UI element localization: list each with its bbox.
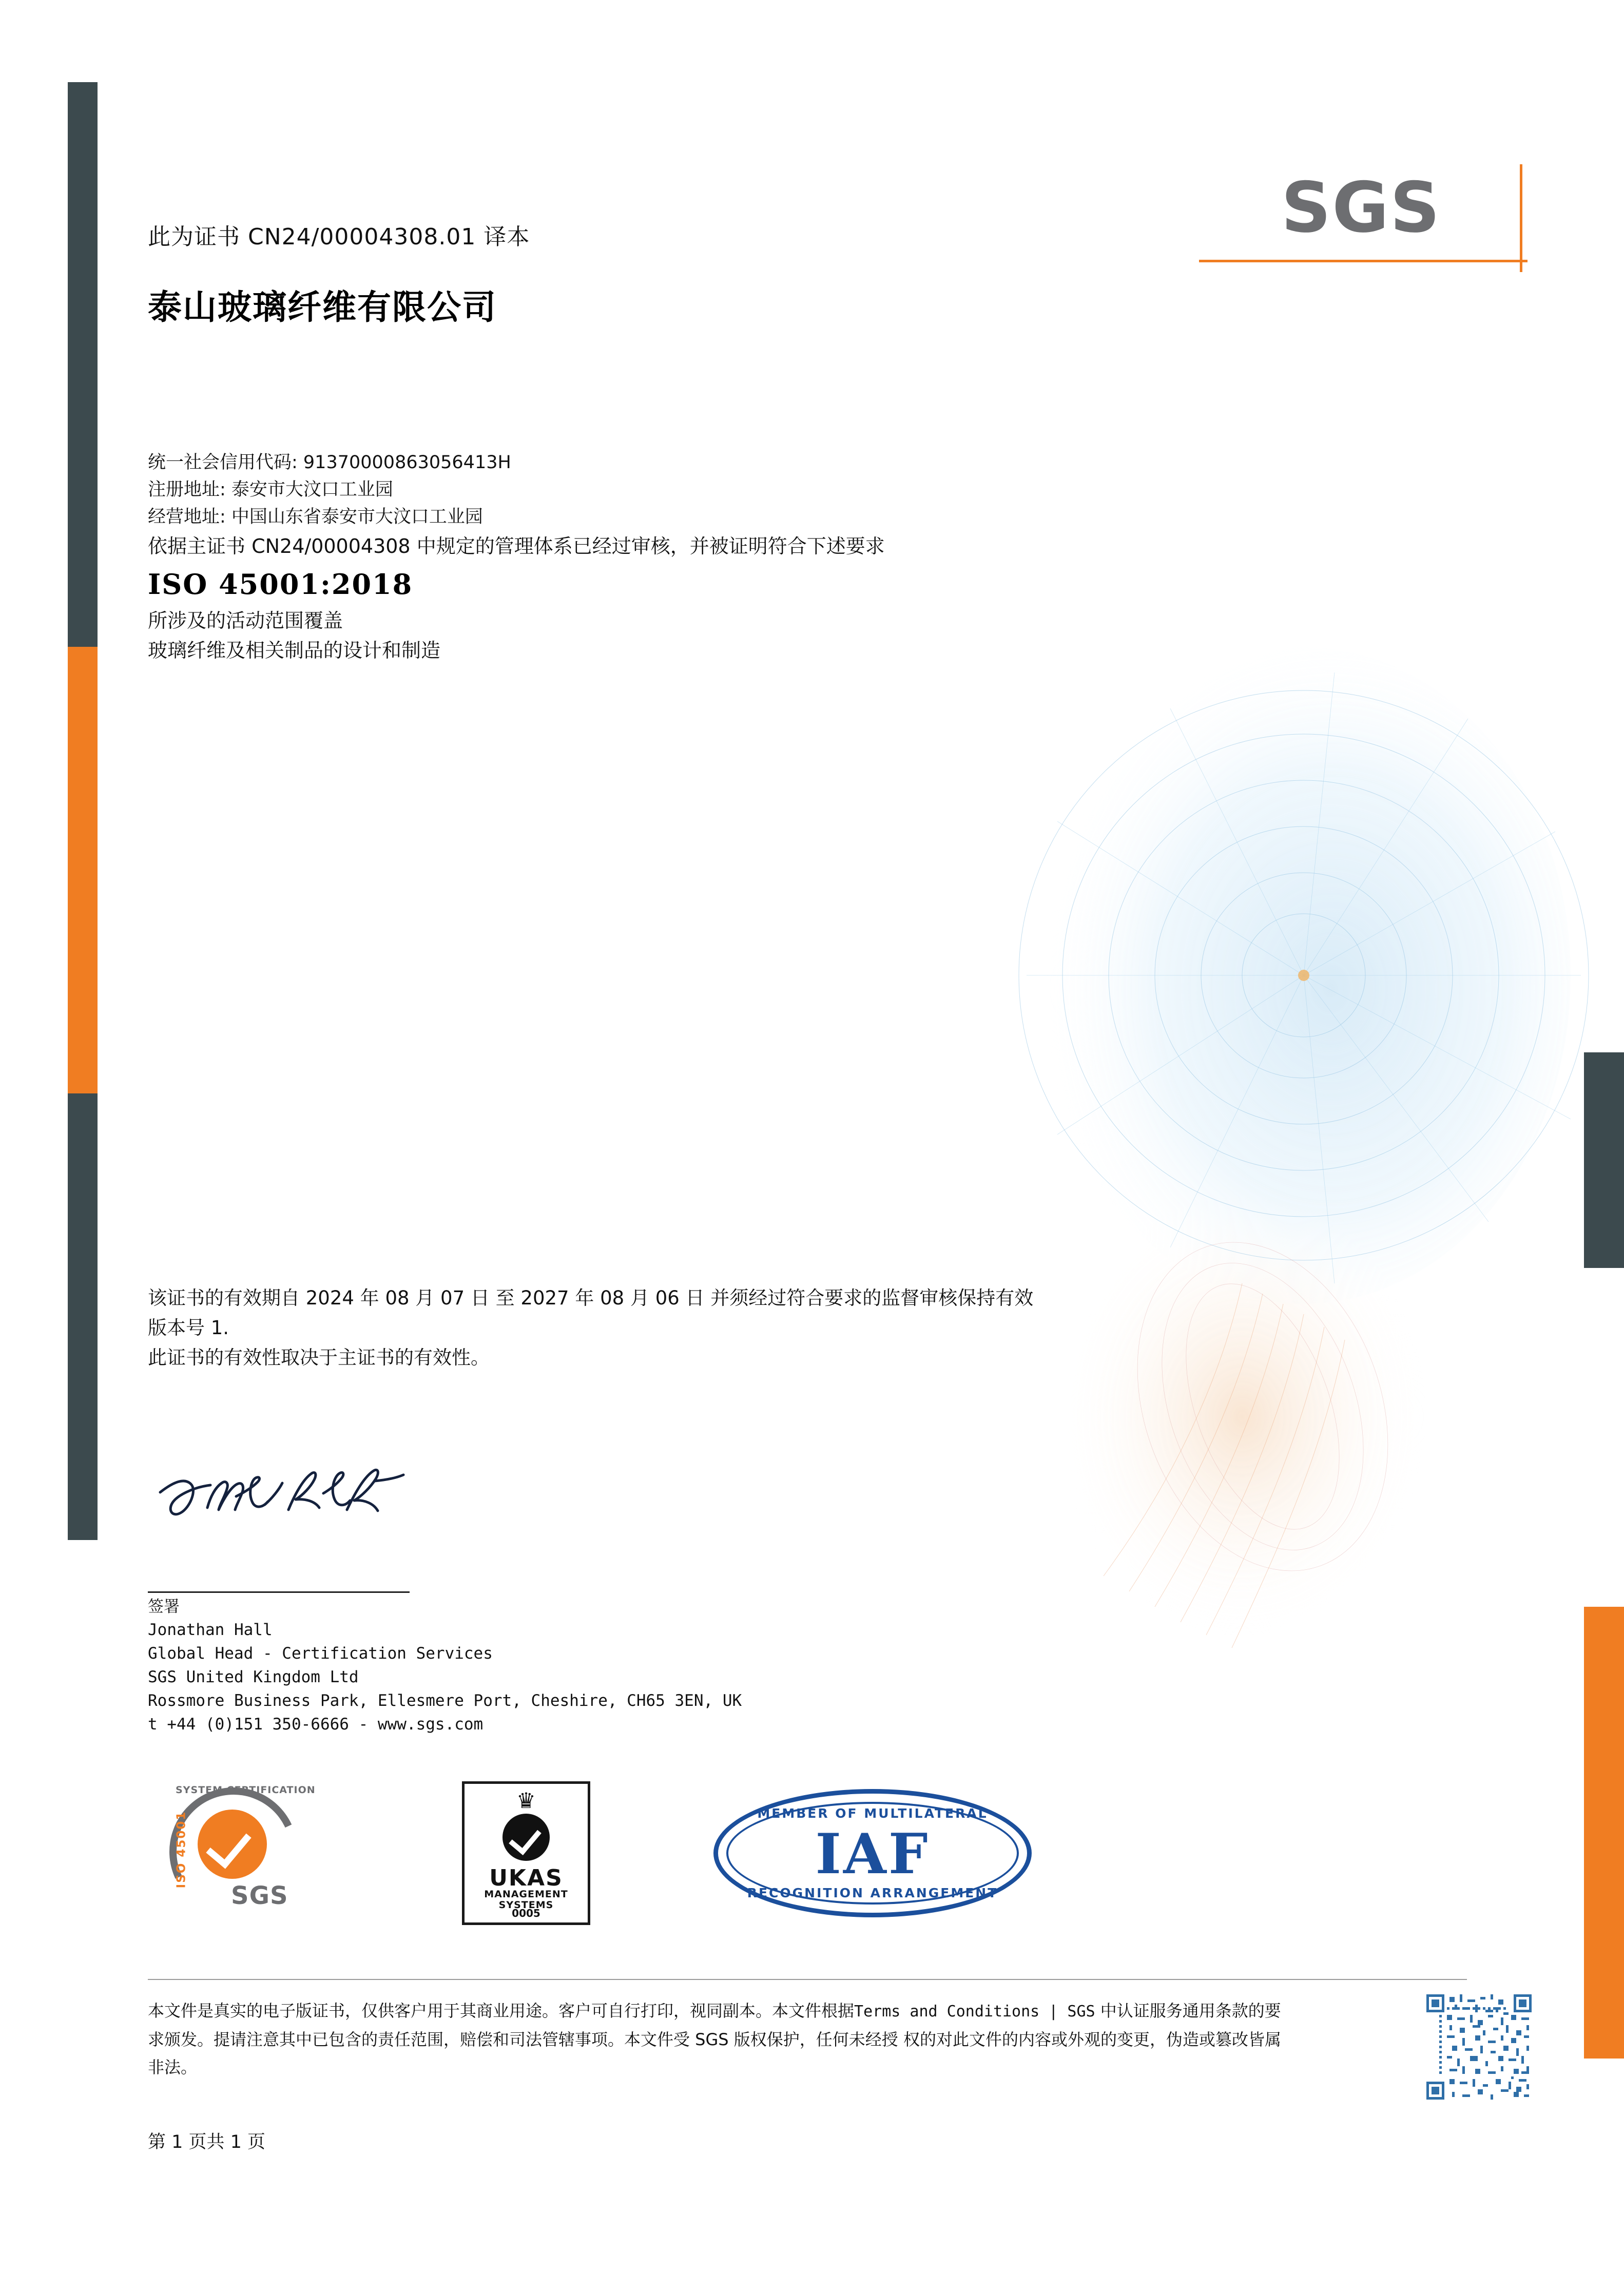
page-number: 第 1 页共 1 页	[148, 2132, 266, 2152]
company-name: 泰山玻璃纤维有限公司	[148, 287, 497, 327]
terms-and-conditions-link[interactable]: Terms and Conditions | SGS	[854, 2003, 1095, 2021]
version-number: 版本号 1.	[148, 1317, 229, 1339]
iso-mark-top-text: SYSTEM CERTIFICATION	[176, 1784, 316, 1796]
signatory-title: Global Head - Certification Services	[148, 1644, 493, 1663]
scope-intro: 所涉及的活动范围覆盖	[148, 609, 343, 632]
check-icon	[502, 1814, 550, 1861]
certificate-reference: 此为证书 CN24/00004308.01 译本	[148, 224, 530, 250]
sgs-iso-certification-mark	[154, 1781, 323, 1925]
ukas-mark	[462, 1781, 590, 1925]
left-bar-orange	[68, 647, 98, 1093]
sgs-logo-cross-vertical	[1520, 164, 1522, 272]
credit-code-line: 统一社会信用代码: 91370000863056413H	[148, 452, 511, 473]
signatory-contact: t +44 (0)151 350-6666 - www.sgs.com	[148, 1715, 484, 1734]
scope-text: 玻璃纤维及相关制品的设计和制造	[148, 639, 441, 662]
decorative-artwork	[975, 616, 1617, 1745]
crown-icon: ♛	[516, 1788, 536, 1813]
iaf-mark	[713, 1789, 1032, 1917]
signatory-company: SGS United Kingdom Ltd	[148, 1668, 359, 1686]
footer-line1: 本文件是真实的电子版证书，仅供客户用于其商业用途。客户可自行打印，视同副本。本文件根据	[148, 2001, 855, 2021]
footer-line2: 中认证服务通用条款的要求颁发。提请注意其中已包含的责任范围，赔偿和司法管辖事项。本文件受 SGS 版权保护，任何未经授	[148, 2001, 1281, 2049]
standard-name: ISO 45001:2018	[148, 568, 413, 601]
signature-rule	[148, 1591, 410, 1593]
iso-mark-brand: SGS	[231, 1881, 288, 1910]
left-bar-dark-bottom	[68, 1093, 98, 1540]
sgs-logo-cross-horizontal	[1199, 260, 1528, 262]
iso-mark-side-text: ISO 45001	[175, 1811, 188, 1889]
ukas-mark-name: UKAS	[489, 1865, 563, 1891]
signatory-address: Rossmore Business Park, Ellesmere Port, Cheshire, CH65 3EN, UK	[148, 1691, 742, 1710]
footer-divider	[148, 1979, 1467, 1980]
signature-block	[148, 1595, 969, 1736]
signature-label: 签署	[148, 1598, 180, 1616]
signatory-name: Jonathan Hall	[148, 1621, 273, 1639]
iaf-mark-bottom-text: RECOGNITION ARRANGEMENT	[747, 1886, 998, 1900]
dependency-note: 此证书的有效性取决于主证书的有效性。	[148, 1347, 490, 1369]
right-bar-dark	[1584, 1052, 1624, 1268]
validity-period: 该证书的有效期自 2024 年 08 月 07 日 至 2027 年 08 月 06 日 并须经过符合要求的监督审核保持有效	[148, 1287, 1034, 1309]
operating-address-line: 经营地址: 中国山东省泰安市大汶口工业园	[148, 507, 483, 527]
ukas-sub-line1: MANAGEMENT	[484, 1889, 568, 1900]
ukas-mark-number: 0005	[512, 1907, 540, 1919]
ukas-sub-line2: SYSTEMS	[498, 1899, 554, 1911]
validity-block	[148, 1283, 1200, 1373]
qr-code[interactable]	[1424, 1992, 1534, 2102]
certificate-body	[148, 449, 1226, 665]
iaf-mark-top-text: MEMBER OF MULTILATERAL	[757, 1806, 988, 1821]
footer-disclaimer	[148, 1997, 1292, 2081]
right-bar-orange	[1584, 1607, 1624, 2059]
sgs-logo-text: SGS	[1281, 167, 1441, 248]
signature-image	[154, 1460, 441, 1537]
left-bar-dark-top	[68, 82, 98, 647]
registered-address-line: 注册地址: 泰安市大汶口工业园	[148, 479, 393, 500]
footer-line3: 权的对此文件的内容或外观的变更，伪造或篡改皆属非法。	[148, 2030, 1281, 2077]
sgs-logo	[1281, 169, 1522, 267]
main-certificate-line: 依据主证书 CN24/00004308 中规定的管理体系已经过审核，并被证明符合下述要求	[148, 535, 885, 557]
iaf-mark-letters: IAF	[815, 1822, 930, 1887]
check-icon	[198, 1810, 267, 1879]
